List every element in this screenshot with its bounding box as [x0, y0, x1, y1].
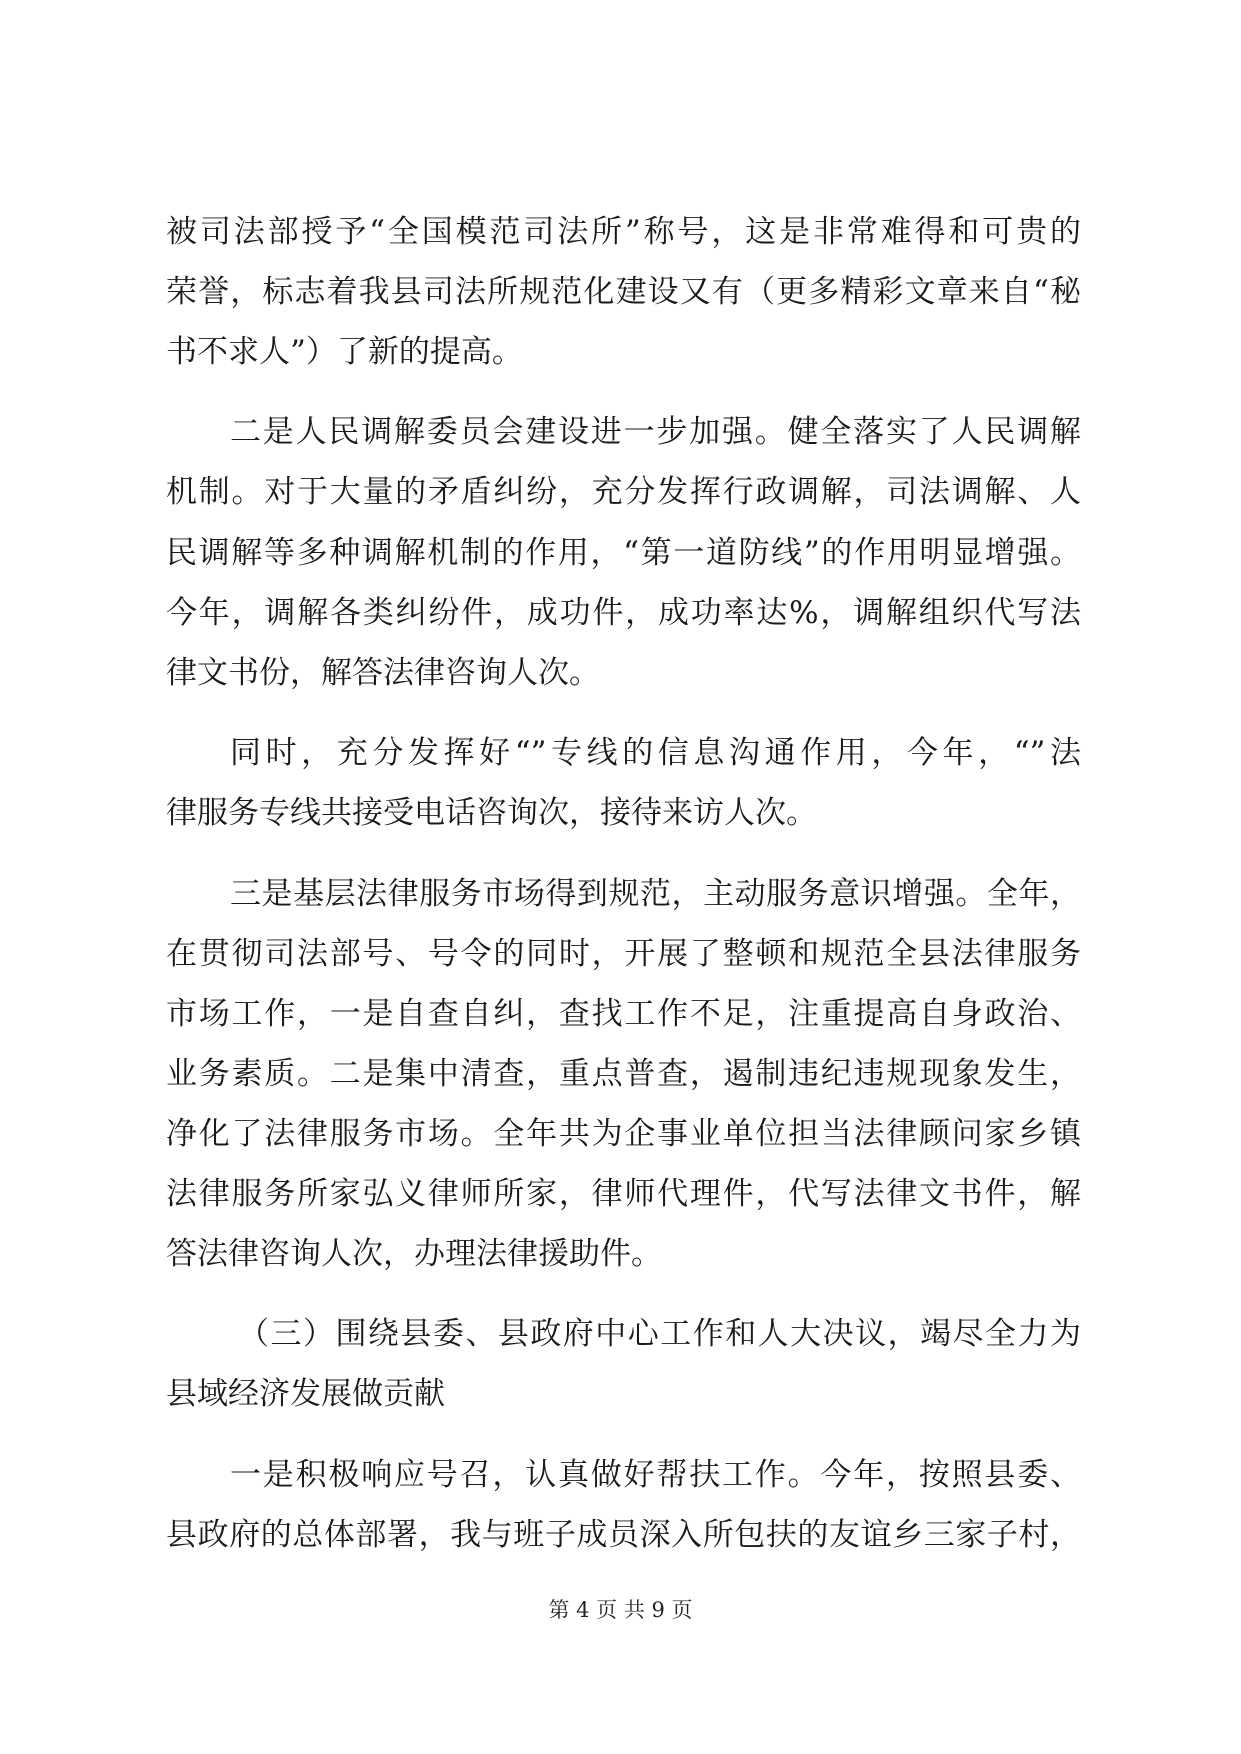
text-line: 书不求人”）了新的提高。 [166, 334, 523, 370]
text-line: 荣誉，标志着我县司法所规范化建设又有（更多精彩文章来自“秘 [166, 274, 1081, 310]
text-line: 市场工作，一是自查自纠，查找工作不足，注重提高自身政治、 [166, 996, 1081, 1032]
text-line: 法律服务所家弘义律师所家，律师代理件，代写法律文书件，解 [166, 1176, 1081, 1212]
text-line: 县政府的总体部署，我与班子成员深入所包扶的友谊乡三家子村， [166, 1517, 1081, 1553]
paragraph-start-line: 三是基层法律服务市场得到规范，主动服务意识增强。全年， [230, 876, 1081, 912]
paragraph-start-line: 一是积极响应号召，认真做好帮扶工作。今年，按照县委、 [230, 1457, 1081, 1493]
page-number-footer: 第 4 页 共 9 页 [548, 1598, 693, 1622]
text-line: 净化了法律服务市场。全年共为企事业单位担当法律顾问家乡镇 [166, 1116, 1081, 1152]
text-line: 今年，调解各类纠纷件，成功件，成功率达%，调解组织代写法 [166, 595, 1081, 631]
text-line: 律文书份，解答法律咨询人次。 [166, 655, 600, 691]
text-line: 律服务专线共接受电话咨询次，接待来访人次。 [166, 795, 817, 831]
text-line: 被司法部授予“全国模范司法所”称号，这是非常难得和可贵的 [166, 214, 1081, 250]
text-line: 业务素质。二是集中清查，重点普查，遏制违纪违规现象发生， [166, 1056, 1081, 1092]
text-line: 机制。对于大量的矛盾纠纷，充分发挥行政调解，司法调解、人 [166, 474, 1081, 510]
paragraph-start-line: 二是人民调解委员会建设进一步加强。健全落实了人民调解 [230, 414, 1081, 450]
paragraph-start-line: 同时，充分发挥好“”专线的信息沟通作用，今年，“”法 [230, 735, 1081, 771]
text-line: 民调解等多种调解机制的作用，“第一道防线”的作用明显增强。 [166, 535, 1081, 571]
section-heading-line: 县域经济发展做贡献 [166, 1376, 445, 1412]
text-line: 在贯彻司法部号、号令的同时，开展了整顿和规范全县法律服务 [166, 936, 1081, 972]
text-line: 答法律咨询人次，办理法律援助件。 [166, 1236, 662, 1272]
section-heading-line: （三）围绕县委、县政府中心工作和人大决议，竭尽全力为 [238, 1316, 1081, 1352]
